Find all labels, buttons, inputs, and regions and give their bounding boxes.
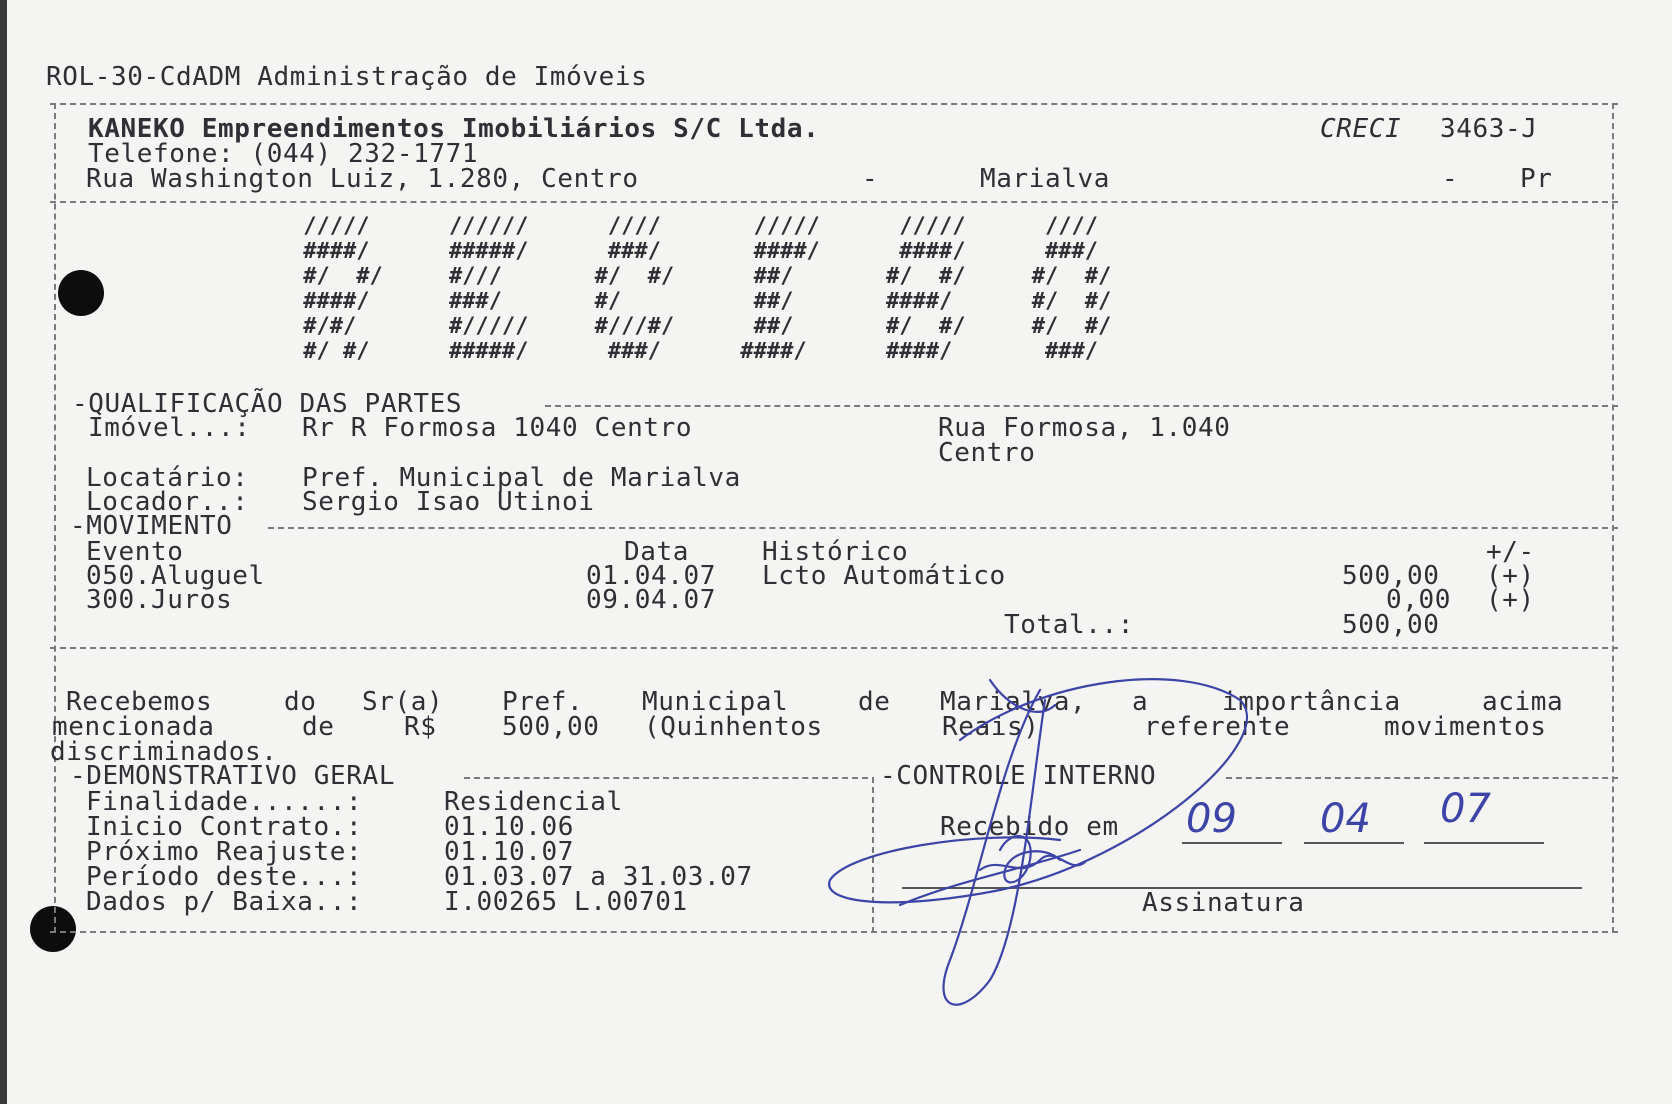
locatario-label: Locatário: (86, 463, 249, 493)
reajuste-label: Próximo Reajuste: (86, 837, 363, 867)
baixa-label: Dados p/ Baixa..: (86, 887, 363, 917)
row-sinal: (+) (1486, 585, 1535, 615)
receipt-word: acima (1482, 687, 1564, 717)
company-name: KANEKO Empreendimentos Imobiliários S/C Ltda. (88, 114, 820, 144)
banner-art-line: ####/ #####/ ###/ ####/ ####/ ###/ (290, 239, 1098, 264)
receipt-word: Marialva, (940, 687, 1087, 717)
receipt-word: importância (1222, 687, 1401, 717)
movimento-heading: -MOVIMENTO (70, 511, 233, 541)
imovel-label: Imóvel...: (88, 413, 251, 443)
receipt-word: 500,00 (502, 712, 600, 742)
inicio-label: Inicio Contrato.: (86, 812, 363, 842)
baixa-value: I.00265 L.00701 (444, 887, 688, 917)
assinatura-label: Assinatura (1142, 888, 1305, 918)
row-historico: Lcto Automático (762, 561, 1006, 591)
periodo-label: Período deste...: (86, 862, 363, 892)
column-historico: Histórico (762, 537, 909, 567)
banner-art-line: #/ #/ #/// #/ #/ ##/ #/ #/ #/ #/ (290, 264, 1112, 289)
creci-number: 3463-J (1440, 114, 1538, 144)
locatario-value: Pref. Municipal de Marialva (302, 463, 741, 493)
receipt-word: Pref. (502, 687, 584, 717)
receipt-word: do (284, 687, 317, 717)
receipt-word: Municipal (642, 687, 789, 717)
row-data: 01.04.07 (586, 561, 717, 591)
banner-art-line: #/ #/ #####/ ###/ ####/ ####/ ###/ (290, 339, 1098, 364)
periodo-value: 01.03.07 a 31.03.07 (444, 862, 753, 892)
row-valor: 0,00 (1386, 585, 1452, 615)
row-evento: 050.Aluguel (86, 561, 265, 591)
handwritten-day: 09 (1186, 796, 1237, 842)
recebido-label: Recebido em (940, 812, 1119, 842)
qualificacao-heading: -QUALIFICAÇÃO DAS PARTES (72, 389, 463, 419)
receipt-word: de (858, 687, 891, 717)
receipt-word: Reais) (942, 712, 1040, 742)
column-evento: Evento (86, 537, 184, 567)
total-label: Total..: (1004, 610, 1135, 640)
imovel-value: Rr R Formosa 1040 Centro (302, 413, 693, 443)
receipt-word: movimentos (1384, 712, 1547, 742)
handwritten-year: 07 (1440, 786, 1491, 832)
receipt-word: a (1132, 687, 1149, 717)
handwritten-month: 04 (1320, 796, 1371, 842)
finalidade-value: Residencial (444, 787, 623, 817)
banner-art-line: #/#/ #///// #///#/ ##/ #/ #/ #/ #/ (290, 314, 1112, 339)
company-state: Pr (1520, 164, 1553, 194)
address-separator-1: - (862, 164, 879, 194)
company-phone: Telefone: (044) 232-1771 (88, 139, 479, 169)
locador-value: Sergio Isao Utinoi (302, 487, 595, 517)
receipt-word: Recebemos (66, 687, 213, 717)
receipt-word: referente (1144, 712, 1291, 742)
locador-label: Locador..: (86, 487, 249, 517)
receipt-word: R$ (404, 712, 437, 742)
row-sinal: (+) (1486, 561, 1535, 591)
row-valor: 500,00 (1342, 561, 1440, 591)
controle-heading: -CONTROLE INTERNO (880, 761, 1157, 791)
receipt-word: de (302, 712, 335, 742)
creci-label: CRECI (1320, 114, 1402, 144)
receipt-word: Sr(a) (362, 687, 444, 717)
company-city: Marialva (980, 164, 1111, 194)
banner-art-line: ///// ////// //// ///// ///// //// (290, 214, 1098, 239)
demonstrativo-heading: -DEMONSTRATIVO GERAL (70, 761, 396, 791)
imovel-address-line2: Centro (938, 438, 1036, 468)
inicio-value: 01.10.06 (444, 812, 575, 842)
row-evento: 300.Juros (86, 585, 233, 615)
reajuste-value: 01.10.07 (444, 837, 575, 867)
address-separator-2: - (1442, 164, 1459, 194)
company-address: Rua Washington Luiz, 1.280, Centro (86, 164, 639, 194)
finalidade-label: Finalidade......: (86, 787, 363, 817)
row-data: 09.04.07 (586, 585, 717, 615)
imovel-address-line1: Rua Formosa, 1.040 (938, 413, 1231, 443)
column-sinal: +/- (1486, 537, 1535, 567)
receipt-word: (Quinhentos (644, 712, 823, 742)
banner-art-line: ####/ ###/ #/ ##/ ####/ #/ #/ (290, 289, 1112, 314)
system-header: ROL-30-CdADM Administração de Imóveis (46, 62, 648, 92)
receipt-word: mencionada (52, 712, 215, 742)
receipt-line-3: discriminados. (50, 737, 278, 767)
column-data: Data (624, 537, 690, 567)
total-value: 500,00 (1342, 610, 1440, 640)
